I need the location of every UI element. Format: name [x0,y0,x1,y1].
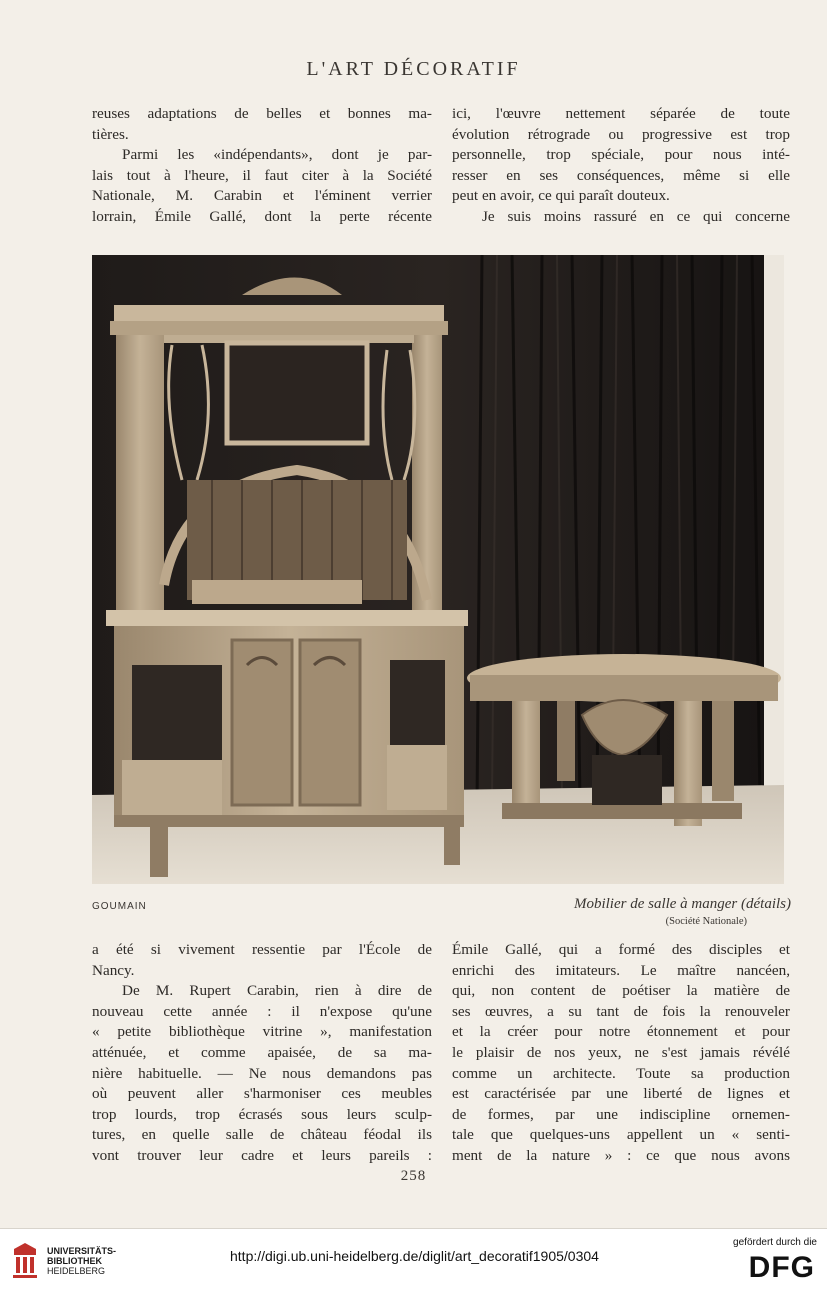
text-line: Nancy. [92,961,135,979]
text-line: comme un architecte. Toute sa production [452,1064,790,1082]
library-line: HEIDELBERG [47,1266,106,1276]
text-line: tale que quelques-uns appellent un « senti- [452,1126,790,1144]
text-line [92,981,432,1002]
text-line: personnelle, trop spéciale, pour nous inté- [452,146,790,164]
text-line: vont trouver leur cadre et leurs pareils : [92,1146,432,1164]
text-line: atténuée, et comme apaisée, de sa ma- [92,1043,432,1061]
university-library-name [47,1246,116,1276]
text-line: ment de la nature » : ce que nous avons [452,1146,790,1164]
funding-label: gefördert durch die [733,1237,817,1248]
text-column-bottom-left [92,940,432,1167]
page-number: 258 [400,1168,427,1184]
text-line: ses œuvres, a su tant de fois la renouveler [452,1002,790,1020]
text-line: Nationale, M. Carabin et l'éminent verrier [92,187,432,205]
photo-edge [764,255,784,815]
cabinet-door-right [300,640,360,805]
library-line: BIBLIOTHEK [47,1256,102,1266]
text-line: enrichi des imitateurs. Le maître nancéen, [452,961,790,979]
cabinet-door-left [232,640,292,805]
text-line: ici, l'œuvre nettement séparée de toute [452,105,790,122]
text-line-content: De M. Rupert Carabin, rien à dire de [122,982,432,1000]
text-line: nière habituelle. — Ne nous demandons pas [92,1064,432,1082]
library-line: UNIVERSITÄTS- [47,1246,117,1256]
dining-table [467,654,781,826]
text-line: « petite bibliothèque vitrine », manifestation [92,1023,432,1041]
text-column-top-right [452,104,790,228]
text-line: le plaisir de nos yeux, ne s'est jamais révélé [452,1043,790,1061]
university-library-logo-icon[interactable] [10,1241,40,1281]
dfg-logo[interactable]: DFG [748,1251,815,1284]
text-line [452,207,790,228]
text-line: nouveau cette année : il n'expose qu'une [92,1002,432,1020]
text-line: a été si vivement ressentie par l'École de [92,941,432,958]
viewer-footer [0,1228,827,1292]
text-line: est caractérisée par une liberté de lignes et [452,1085,790,1103]
text-line-content: Je suis moins rassuré en ce qui concerne [482,207,790,225]
text-line: de formes, par une indiscipline ornemen- [452,1105,790,1123]
furniture-photograph [92,255,784,884]
text-line: évolution rétrograde ou progressive est trop [452,125,790,143]
text-line: lais tout à l'heure, il faut citer à la Société [92,166,432,184]
text-line: trop lourds, trop écrasés sous leurs sculp- [92,1105,432,1123]
photo-credit: GOUMAIN [92,901,147,912]
text-line: resser en ses conséquences, même si elle [452,166,790,184]
text-line [92,145,432,166]
sideboard-top [106,610,468,626]
running-head: L'ART DÉCORATIF [306,58,521,80]
text-line: tures, en quelle salle de château féodal ils [92,1126,432,1144]
text-line: qui, non content de poétiser la matière de [452,982,790,1000]
photo-caption: Mobilier de salle à manger (détails) [573,896,791,912]
photo-source: (Société Nationale) [665,916,747,927]
permalink-url[interactable]: http://digi.ub.uni-heidelberg.de/diglit/art_decoratif1905/0304 [230,1248,599,1264]
text-line-content: Parmi les «indépendants», dont je par- [122,146,432,164]
text-line: reuses adaptations de belles et bonnes ma- [92,105,432,122]
text-column-bottom-right [452,940,790,1167]
text-line: lorrain, Émile Gallé, dont la perte récente [92,207,432,225]
text-line: et la créer pour notre étonnement et pour [452,1023,790,1041]
text-line: peut en avoir, ce qui paraît douteux. [452,187,670,205]
photo-illustration [92,255,784,884]
text-line: tières. [92,125,129,143]
text-column-top-left [92,104,432,228]
sideboard [106,278,468,878]
text-line: où peuvent aller s'harmoniser ces meubles [92,1085,432,1103]
text-line: Émile Gallé, qui a formé des disciples et [452,941,790,958]
